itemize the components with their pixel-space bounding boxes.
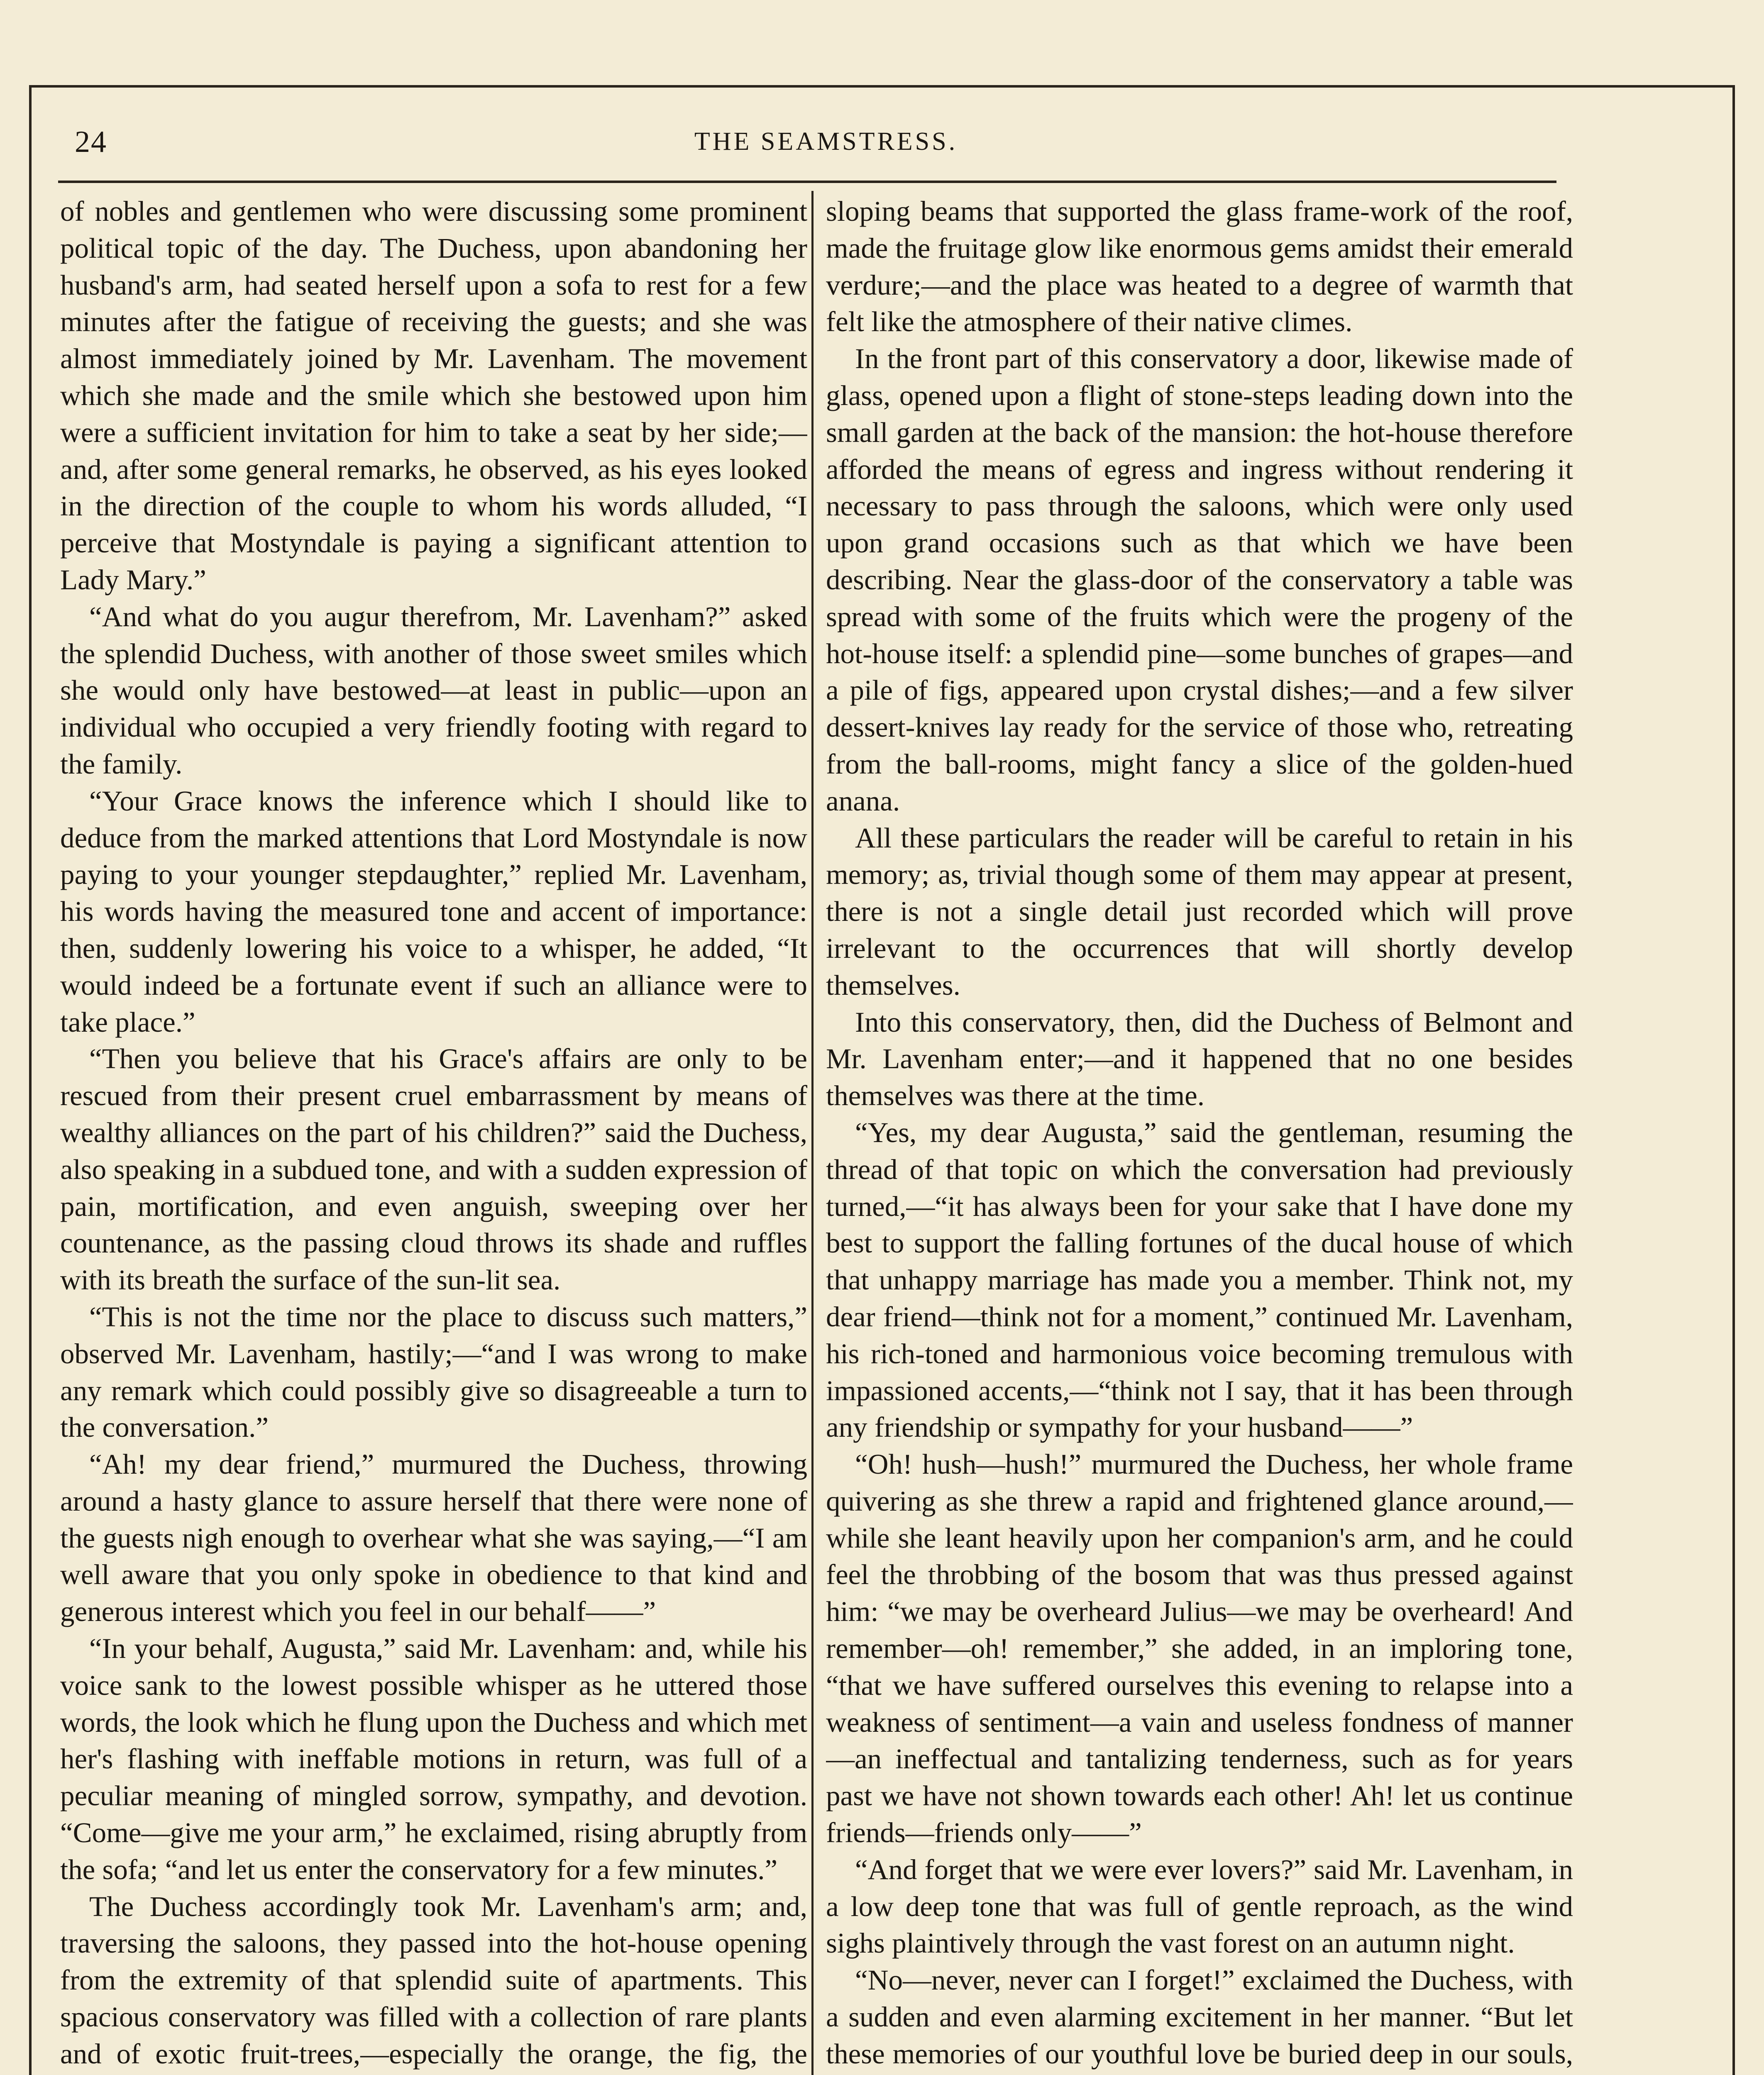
column-divider [811, 191, 814, 2075]
page-number: 24 [75, 125, 107, 159]
paragraph: All these particulars the reader will be careful to retain in his memory; as, trivial though some of them may appear at present, there is not a single detail just recorded which will prove irrelevant to the occurrences that will shortly develop themselves. [826, 822, 1573, 1001]
paragraph: “Your Grace knows the inference which I should like to deduce from the marked attentions that Lord Mostyndale is now paying to your younger stepdaughter,” replied Mr. Lavenham, his words having the measured tone and accent of importance: then, suddenly lowering his voice to a whisper, he added, “It would indeed be a fortunate event if such an alliance were to take place.” [60, 785, 807, 1038]
paragraph: Into this conservatory, then, did the Duchess of Belmont and Mr. Lavenham enter;—and it happened that no one besides themselves was there at the time. [826, 1006, 1573, 1112]
running-title: THE SEAMSTRESS. [694, 127, 958, 156]
paragraph: “This is not the time nor the place to discuss such matters,” observed Mr. Lavenham, hastily;—“and I was wrong to make any remark which could possibly give so disagreeable a turn to the conversation.” [60, 1301, 807, 1443]
paragraph: of nobles and gentlemen who were discussing some prominent political topic of the day. The Duchess, upon abandoning her husband's arm, had seated herself upon a sofa to rest for a few minutes after the fatigue of receiving the guests; and she was almost immediately joined by Mr. Lavenham. The movement which she made and the smile which she bestowed upon him were a sufficient invitation for him to take a seat by her side;—and, after some general remarks, he observed, as his eyes looked in the direction of the couple to whom his words alluded, “I perceive that Mostyndale is paying a significant attention to Lady Mary.” [60, 195, 807, 596]
paragraph: “And forget that we were ever lovers?” said Mr. Lavenham, in a low deep tone that was full of gentle reproach, as the wind sighs plaintively through the vast forest on an autumn night. [826, 1853, 1573, 1959]
right-column [826, 193, 1573, 2075]
paragraph: In the front part of this conservatory a door, likewise made of glass, opened upon a flight of stone-steps leading down into the small garden at the back of the mansion: the hot-house therefore afforded the means of egress and ingress without rendering it necessary to pass through the saloons, which were only used upon grand occasions such as that which we have been describing. Near the glass-door of the conservatory a table was spread with some of the fruits which were the progeny of the hot-house itself: a splendid pine—some bunches of grapes—and a pile of figs, appeared upon crystal dishes;—and a few silver dessert-knives lay ready for the service of those who, retreating from the ball-rooms, might fancy a slice of the golden-hued anana. [826, 343, 1573, 817]
header-rule [58, 181, 1556, 183]
paragraph: “Ah! my dear friend,” murmured the Duchess, throwing around a hasty glance to assure herself that there were none of the guests nigh enough to overhear what she was saying,—“I am well aware that you only spoke in obedience to that kind and generous interest which you feel in our behalf——” [60, 1448, 807, 1628]
paragraph: “Yes, my dear Augusta,” said the gentleman, resuming the thread of that topic on which the conversation had previously turned,—“it has always been for your sake that I have done my best to support the falling fortunes of the ducal house of which that unhappy marriage has made you a member. Think not, my dear friend—think not for a moment,” continued Mr. Lavenham, his rich-toned and harmonious voice becoming tremulous with impassioned accents,—“think not I say, that it has been through any friendship or sympathy for your husband——” [826, 1116, 1573, 1443]
paragraph: The Duchess accordingly took Mr. Lavenham's arm; and, traversing the saloons, they passed into the hot-house opening from the extremity of that splendid suite of apartments. This spacious conservatory was filled with a collection of rare plants and of exotic fruit-trees,—especially the orange, the fig, the [60, 1890, 807, 2070]
paragraph: “Then you believe that his Grace's affairs are only to be rescued from their present cruel embarrassment by means of wealthy alliances on the part of his children?” said the Duchess, also speaking in a subdued tone, and with a sudden expression of pain, mortification, and even anguish, sweeping over her countenance, as the passing cloud throws its shade and ruffles with its breath the surface of the sun-lit sea. [60, 1043, 807, 1296]
paragraph: sloping beams that supported the glass frame-work of the roof, made the fruitage glow like enormous gems amidst their emerald verdure;—and the place was heated to a degree of warmth that felt like the atmosphere of their native climes. [826, 195, 1573, 338]
paragraph: “No—never, never can I forget!” exclaimed the Duchess, with a sudden and even alarming excitement in her manner. “But let these memories of our youthful love be buried deep in our souls, [826, 1964, 1573, 2070]
paragraph: “Oh! hush—hush!” murmured the Duchess, her whole frame quivering as she threw a rapid and frightened glance around,—while she leant heavily upon her companion's arm, and he could feel the throbbing of the bosom that was thus pressed against him: “we may be overheard Julius—we may be overheard! And remember—oh! remember,” she added, in an imploring tone, “that we have suffered ourselves this evening to relapse into a weakness of sentiment—a vain and useless fondness of manner—an ineffectual and tantalizing tenderness, such as for years past we have not shown towards each other! Ah! let us continue friends—friends only——” [826, 1448, 1573, 1849]
paragraph: “In your behalf, Augusta,” said Mr. Lavenham: and, while his voice sank to the lowest possible whisper as he uttered those words, the look which he flung upon the Duchess and which met her's flashing with ineffable motions in return, was full of a peculiar meaning of mingled sorrow, sympathy, and devotion. “Come—give me your arm,” he exclaimed, rising abruptly from the sofa; “and let us enter the conservatory for a few minutes.” [60, 1633, 807, 1885]
left-column [60, 193, 807, 2075]
page-header [75, 124, 1577, 174]
paragraph: “And what do you augur therefrom, Mr. Lavenham?” asked the splendid Duchess, with another of those sweet smiles which she would only have bestowed—at least in public—upon an individual who occupied a very friendly footing with regard to the family. [60, 601, 807, 780]
